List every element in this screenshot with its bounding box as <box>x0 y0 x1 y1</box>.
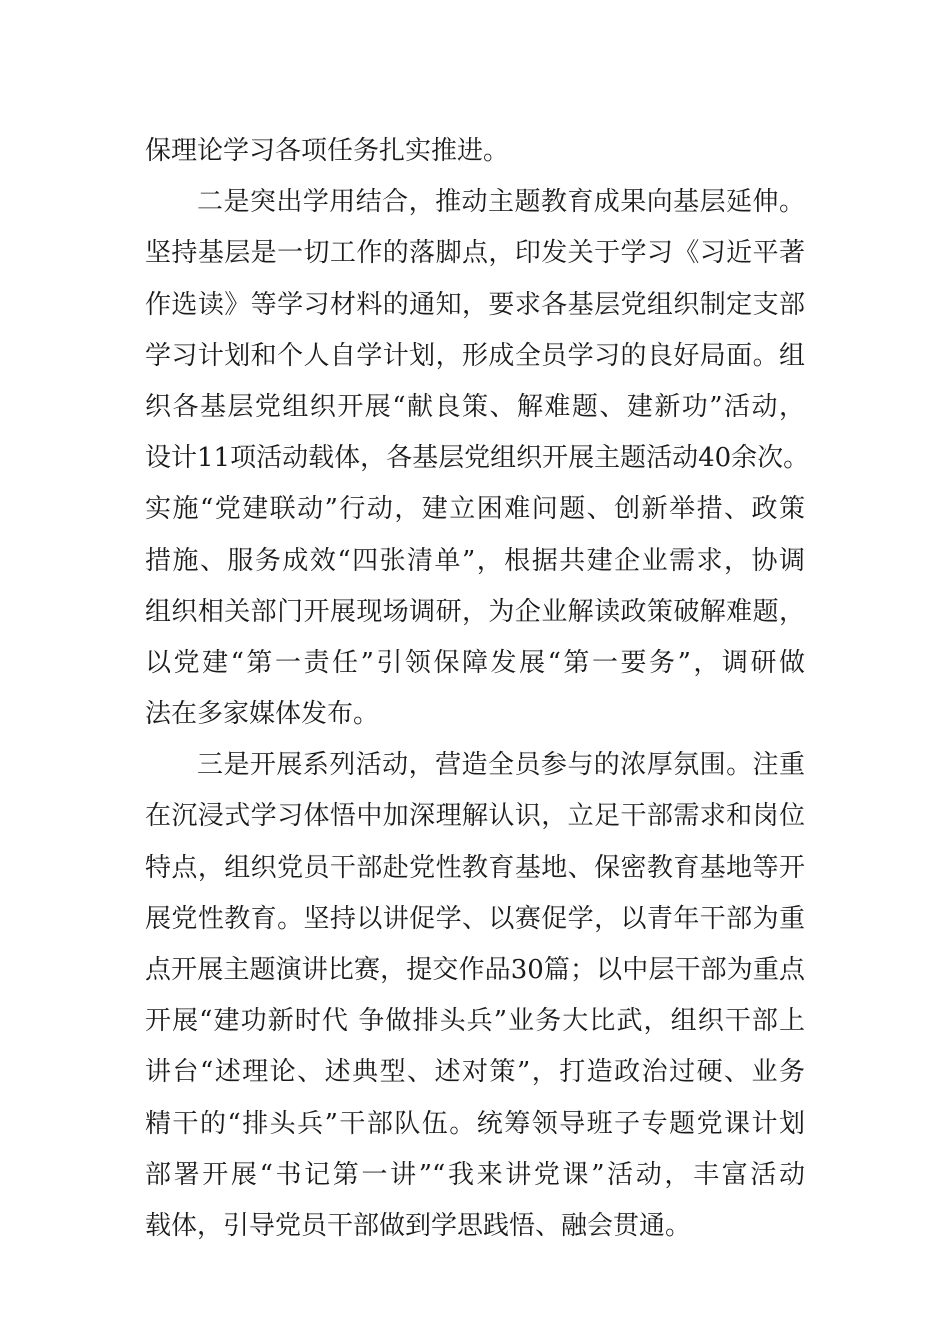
text-line: 二是突出学用结合，推动主题教育成果向基层延伸。 <box>197 187 805 218</box>
text-line: 载体，引导党员干部做到学思践悟、融会贯通。 <box>145 1210 692 1241</box>
text-line: 讲台“述理论、述典型、述对策”，打造政治过硬、业务 <box>145 1057 805 1088</box>
text-line: 点开展主题演讲比赛，提交作品30篇；以中层干部为重点 <box>145 955 805 985</box>
text-line: 组织相关部门开展现场调研，为企业解读政策破解难题， <box>145 596 805 627</box>
text-line: 保理论学习各项任务扎实推进。 <box>145 136 510 166</box>
document-body <box>145 126 810 1252</box>
text-line: 三是开展系列活动，营造全员参与的浓厚氛围。注重 <box>197 750 805 781</box>
text-line: 设计11项活动载体，各基层党组织开展主题活动40余次。 <box>145 443 810 474</box>
text-line: 法在多家媒体发布。 <box>145 699 380 730</box>
text-line: 开展“建功新时代 争做排头兵”业务大比武，组织干部上 <box>145 1006 805 1037</box>
text-line: 实施“党建联动”行动，建立困难问题、创新举措、政策 <box>145 494 805 525</box>
text-line: 以党建“第一责任”引领保障发展“第一要务”，调研做 <box>145 647 805 678</box>
text-line: 措施、服务成效“四张清单”，根据共建企业需求，协调 <box>145 545 805 576</box>
text-line: 展党性教育。坚持以讲促学、以赛促学，以青年干部为重 <box>145 903 805 934</box>
text-line: 特点，组织党员干部赴党性教育基地、保密教育基地等开 <box>145 852 805 883</box>
text-line: 部署开展“书记第一讲”“我来讲党课”活动，丰富活动 <box>145 1159 805 1190</box>
text-line: 精干的“排头兵”干部队伍。统筹领导班子专题党课计划 <box>145 1108 805 1139</box>
text-line: 织各基层党组织开展“献良策、解难题、建新功”活动， <box>145 391 805 422</box>
text-line: 学习计划和个人自学计划，形成全员学习的良好局面。组 <box>145 340 805 371</box>
text-line: 坚持基层是一切工作的落脚点，印发关于学习《习近平著 <box>145 238 805 269</box>
text-line: 作选读》等学习材料的通知，要求各基层党组织制定支部 <box>145 289 805 320</box>
text-line: 在沉浸式学习体悟中加深理解认识，立足干部需求和岗位 <box>145 801 805 832</box>
